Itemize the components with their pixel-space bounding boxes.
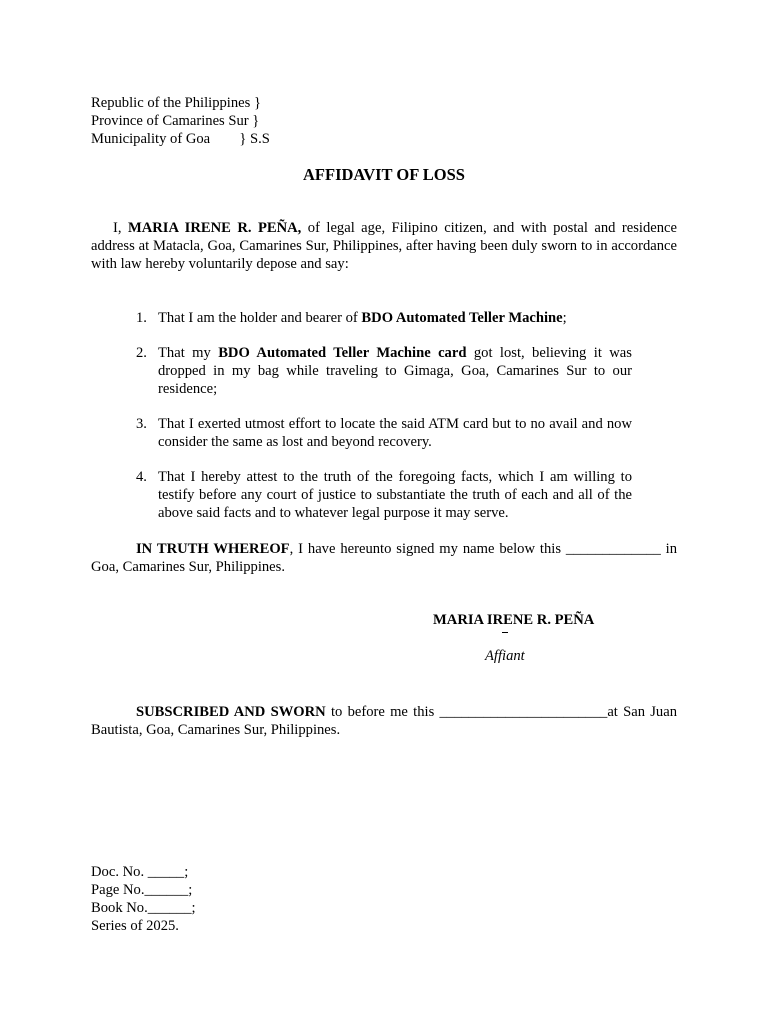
list-item (136, 468, 632, 522)
jurat-text: to before me this _______________________at San Juan Bautista, Goa, Camarines Sur, Philippines. (91, 704, 677, 738)
truth-heading: IN TRUTH WHEREOF (136, 541, 290, 557)
venue-province: Province of Camarines Sur } (91, 113, 260, 129)
item-text: That I hereby attest to the truth of the foregoing facts, which I am willing to testify before any court of justice to substantiate the truth of each and all of the above said facts and to whatever legal purpose it may serve. (158, 469, 632, 521)
list-item (136, 415, 632, 451)
venue-block (91, 94, 677, 148)
intro-prefix: I, (113, 220, 128, 236)
jurat-paragraph (91, 703, 677, 739)
item-number: 2. (136, 345, 147, 361)
doc-no: Doc. No. _____; (91, 864, 189, 880)
page-no: Page No.______; (91, 882, 193, 898)
notarial-register (91, 863, 196, 935)
venue-municipality: Municipality of Goa } S.S (91, 131, 270, 147)
item-text: That I exerted utmost effort to locate the said ATM card but to no avail and now consider the same as lost and beyond recovery. (158, 416, 632, 450)
venue-country: Republic of the Philippines } (91, 95, 261, 111)
list-item (136, 344, 632, 398)
affiant-label: Affiant (485, 648, 525, 664)
document-title: AFFIDAVIT OF LOSS (303, 165, 465, 184)
affiant-name-inline: MARIA IRENE R. PEÑA, (127, 220, 302, 236)
signature-line (502, 632, 508, 633)
book-no: Book No.______; (91, 900, 196, 916)
series: Series of 2025. (91, 918, 179, 934)
truth-whereof-paragraph (91, 540, 677, 576)
item-number: 4. (136, 469, 147, 485)
list-item (136, 309, 632, 327)
intro-text: of legal age, Filipino citizen, and with postal and residence address at Matacla, Goa, Camarines Sur, Philippines, after having been duly sworn to in accordance with law hereby voluntarily depose and say: (91, 220, 677, 272)
item-text: That I am the holder and bearer of BDO Automated Teller Machine; (158, 310, 567, 326)
intro-paragraph (91, 219, 677, 273)
affiant-signature-name: MARIA IRENE R. PEÑA (433, 612, 595, 628)
item-number: 3. (136, 416, 147, 432)
truth-text: , I have hereunto signed my name below this _____________ in Goa, Camarines Sur, Philippines. (91, 541, 677, 575)
item-text: That my BDO Automated Teller Machine card got lost, believing it was dropped in my bag while traveling to Gimaga, Goa, Camarines Sur to our residence; (158, 345, 632, 397)
item-number: 1. (136, 310, 147, 326)
jurat-heading: SUBSCRIBED AND SWORN (136, 704, 326, 720)
statement-list (136, 309, 632, 539)
